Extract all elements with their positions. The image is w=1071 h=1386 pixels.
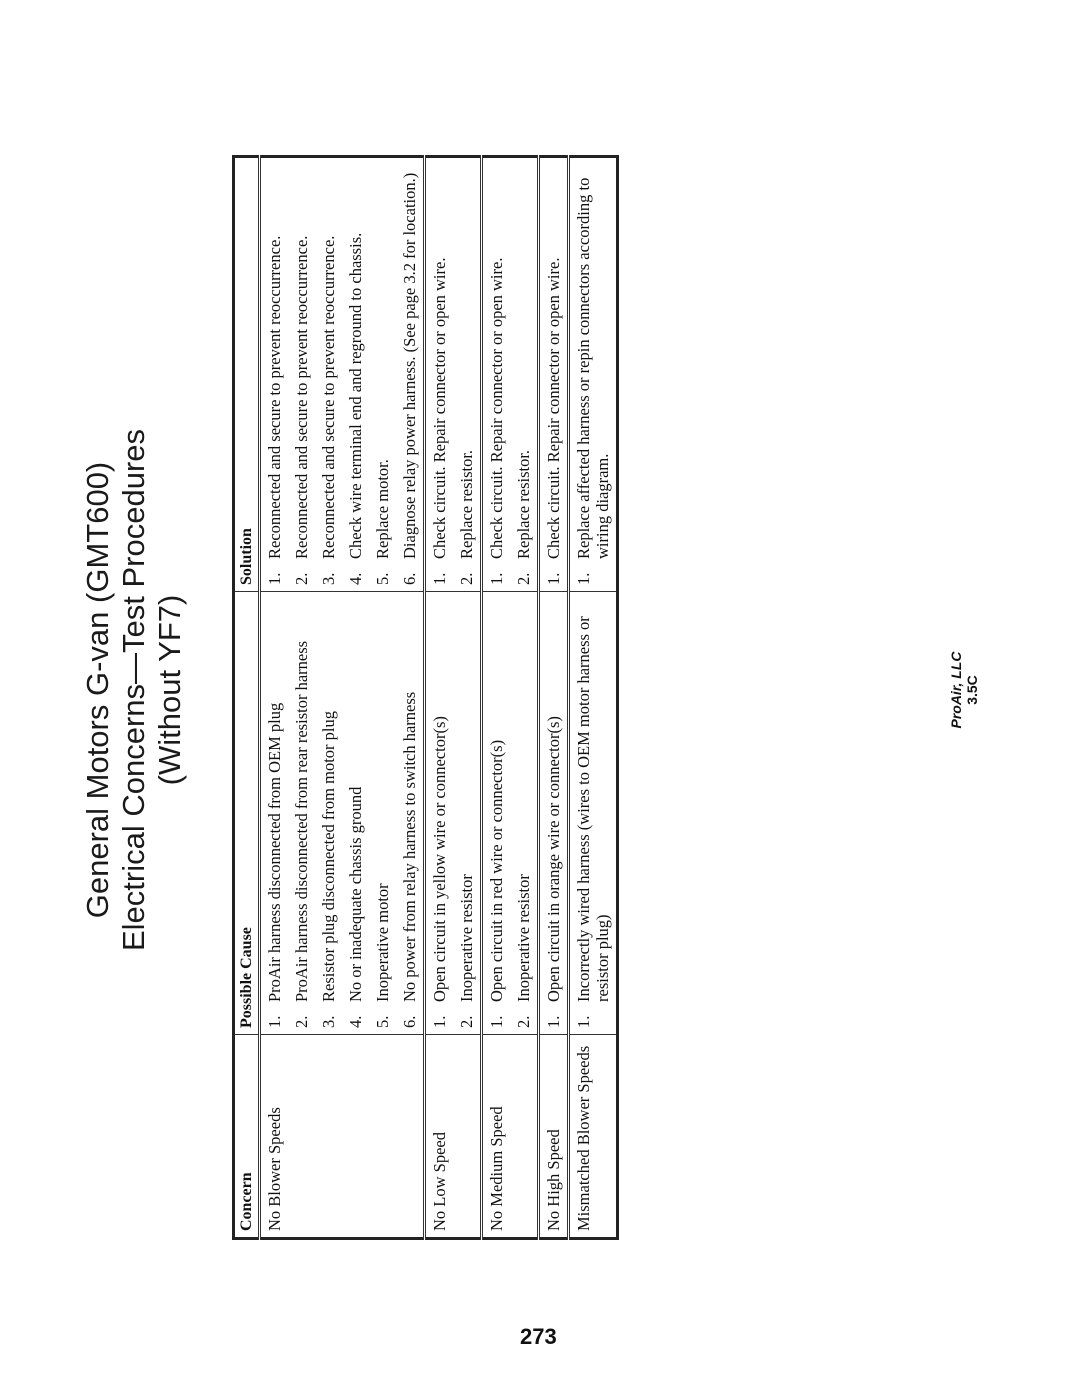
solution-list <box>265 164 419 585</box>
possible-cause-cell <box>569 592 618 1035</box>
item-text: Replace resistor. <box>514 449 533 559</box>
footer <box>948 490 980 890</box>
item-text: Check circuit. Repair connector or open wire. <box>544 257 563 559</box>
list-item <box>292 164 311 585</box>
list-item <box>514 598 533 1028</box>
list-item <box>292 598 311 1028</box>
list-item <box>574 164 612 585</box>
document-title <box>80 110 188 1270</box>
item-number: 1. <box>430 1015 449 1028</box>
list-item <box>430 598 449 1028</box>
list-item <box>346 164 365 585</box>
item-text: Open circuit in yellow wire or connector(s) <box>430 716 449 1002</box>
header-possible-cause: Possible Cause <box>234 592 260 1035</box>
solution-list <box>574 164 612 585</box>
list-item <box>487 598 506 1028</box>
item-text: Resistor plug disconnected from motor plug <box>319 711 338 1002</box>
list-item <box>430 164 449 585</box>
list-item <box>400 598 419 1028</box>
table-row <box>425 157 482 1239</box>
solution-cell <box>260 157 425 592</box>
list-item <box>319 598 338 1028</box>
item-text: ProAir harness disconnected from rear resistor harness <box>292 640 311 1002</box>
item-number: 5. <box>373 572 392 585</box>
item-number: 2. <box>292 572 311 585</box>
item-text: ProAir harness disconnected from OEM plug <box>265 702 284 1002</box>
item-text: Replace affected harness or repin connectors according to wiring diagram. <box>574 177 612 559</box>
solution-list <box>544 164 563 585</box>
cause-list <box>544 598 563 1028</box>
table-row <box>260 157 425 1239</box>
table-row <box>569 157 618 1239</box>
list-item <box>265 164 284 585</box>
list-item <box>319 164 338 585</box>
item-text: No power from relay harness to switch harness <box>400 691 419 1002</box>
cause-list <box>430 598 476 1028</box>
item-number: 1. <box>487 1015 506 1028</box>
concern-cell: No Low Speed <box>425 1035 482 1239</box>
item-number: 2. <box>514 1015 533 1028</box>
item-number: 1. <box>544 572 563 585</box>
item-number: 4. <box>346 1015 365 1028</box>
concern-cell: Mismatched Blower Speeds <box>569 1035 618 1239</box>
item-number: 2. <box>457 1015 476 1028</box>
item-number: 2. <box>457 572 476 585</box>
list-item <box>574 598 612 1028</box>
item-number: 2. <box>292 1015 311 1028</box>
list-item <box>400 164 419 585</box>
solution-cell <box>425 157 482 592</box>
possible-cause-cell <box>482 592 539 1035</box>
item-number: 1. <box>430 572 449 585</box>
item-number: 3. <box>319 1015 338 1028</box>
list-item <box>544 598 563 1028</box>
item-number: 4. <box>346 572 365 585</box>
cause-list <box>574 598 612 1028</box>
item-text: Inoperative resistor <box>514 874 533 1002</box>
table-row <box>482 157 539 1239</box>
list-item <box>514 164 533 585</box>
item-text: Replace motor. <box>373 459 392 559</box>
item-text: Replace resistor. <box>457 449 476 559</box>
item-text: Open circuit in orange wire or connector(s) <box>544 716 563 1002</box>
item-text: Open circuit in red wire or connector(s) <box>487 739 506 1002</box>
concerns-table <box>232 155 619 1240</box>
footer-company: ProAir, LLC <box>948 651 964 729</box>
item-number: 1. <box>574 572 593 585</box>
list-item <box>457 164 476 585</box>
item-number: 1. <box>265 572 284 585</box>
item-number: 2. <box>514 572 533 585</box>
list-item <box>346 598 365 1028</box>
item-text: Incorrectly wired harness (wires to OEM motor harness or resistor plug) <box>574 616 612 1002</box>
item-number: 1. <box>265 1015 284 1028</box>
header-concern: Concern <box>234 1035 260 1239</box>
table-body <box>260 157 618 1239</box>
item-number: 1. <box>574 1015 593 1028</box>
header-solution: Solution <box>234 157 260 592</box>
item-text: No or inadequate chassis ground <box>346 786 365 1002</box>
possible-cause-cell <box>260 592 425 1035</box>
concern-cell: No Medium Speed <box>482 1035 539 1239</box>
list-item <box>373 164 392 585</box>
item-text: Inoperative motor <box>373 883 392 1002</box>
item-text: Reconnected and secure to prevent reoccurrence. <box>265 235 284 559</box>
list-item <box>457 598 476 1028</box>
item-number: 6. <box>400 1015 419 1028</box>
item-text: Inoperative resistor <box>457 874 476 1002</box>
item-number: 1. <box>487 572 506 585</box>
item-text: Reconnected and secure to prevent reoccurrence. <box>292 235 311 559</box>
solution-cell <box>569 157 618 592</box>
solution-cell <box>482 157 539 592</box>
table-header-row <box>234 157 260 1239</box>
list-item <box>373 598 392 1028</box>
solution-list <box>487 164 533 585</box>
item-text: Check wire terminal end and reground to chassis. <box>346 232 365 559</box>
list-item <box>544 164 563 585</box>
rotated-page-content <box>80 110 980 1270</box>
concern-cell: No Blower Speeds <box>260 1035 425 1239</box>
title-line-2: Electrical Concerns—Test Procedures <box>116 428 151 952</box>
solution-cell <box>539 157 569 592</box>
item-text: Reconnected and secure to prevent reoccurrence. <box>319 235 338 559</box>
item-text: Diagnose relay power harness. (See page 3.2 for location.) <box>400 172 419 559</box>
solution-list <box>430 164 476 585</box>
page-number: 273 <box>520 1324 557 1349</box>
item-number: 5. <box>373 1015 392 1028</box>
item-number: 1. <box>544 1015 563 1028</box>
cause-list <box>487 598 533 1028</box>
cause-list <box>265 598 419 1028</box>
list-item <box>265 598 284 1028</box>
title-line-1: General Motors G-van (GMT600) <box>80 461 115 919</box>
table-row <box>539 157 569 1239</box>
list-item <box>487 164 506 585</box>
possible-cause-cell <box>425 592 482 1035</box>
item-number: 3. <box>319 572 338 585</box>
item-text: Check circuit. Repair connector or open wire. <box>487 257 506 559</box>
item-text: Check circuit. Repair connector or open wire. <box>430 257 449 559</box>
concern-cell: No High Speed <box>539 1035 569 1239</box>
possible-cause-cell <box>539 592 569 1035</box>
title-line-3: (Without YF7) <box>152 594 187 786</box>
footer-section: 3.5C <box>964 675 980 705</box>
item-number: 6. <box>400 572 419 585</box>
